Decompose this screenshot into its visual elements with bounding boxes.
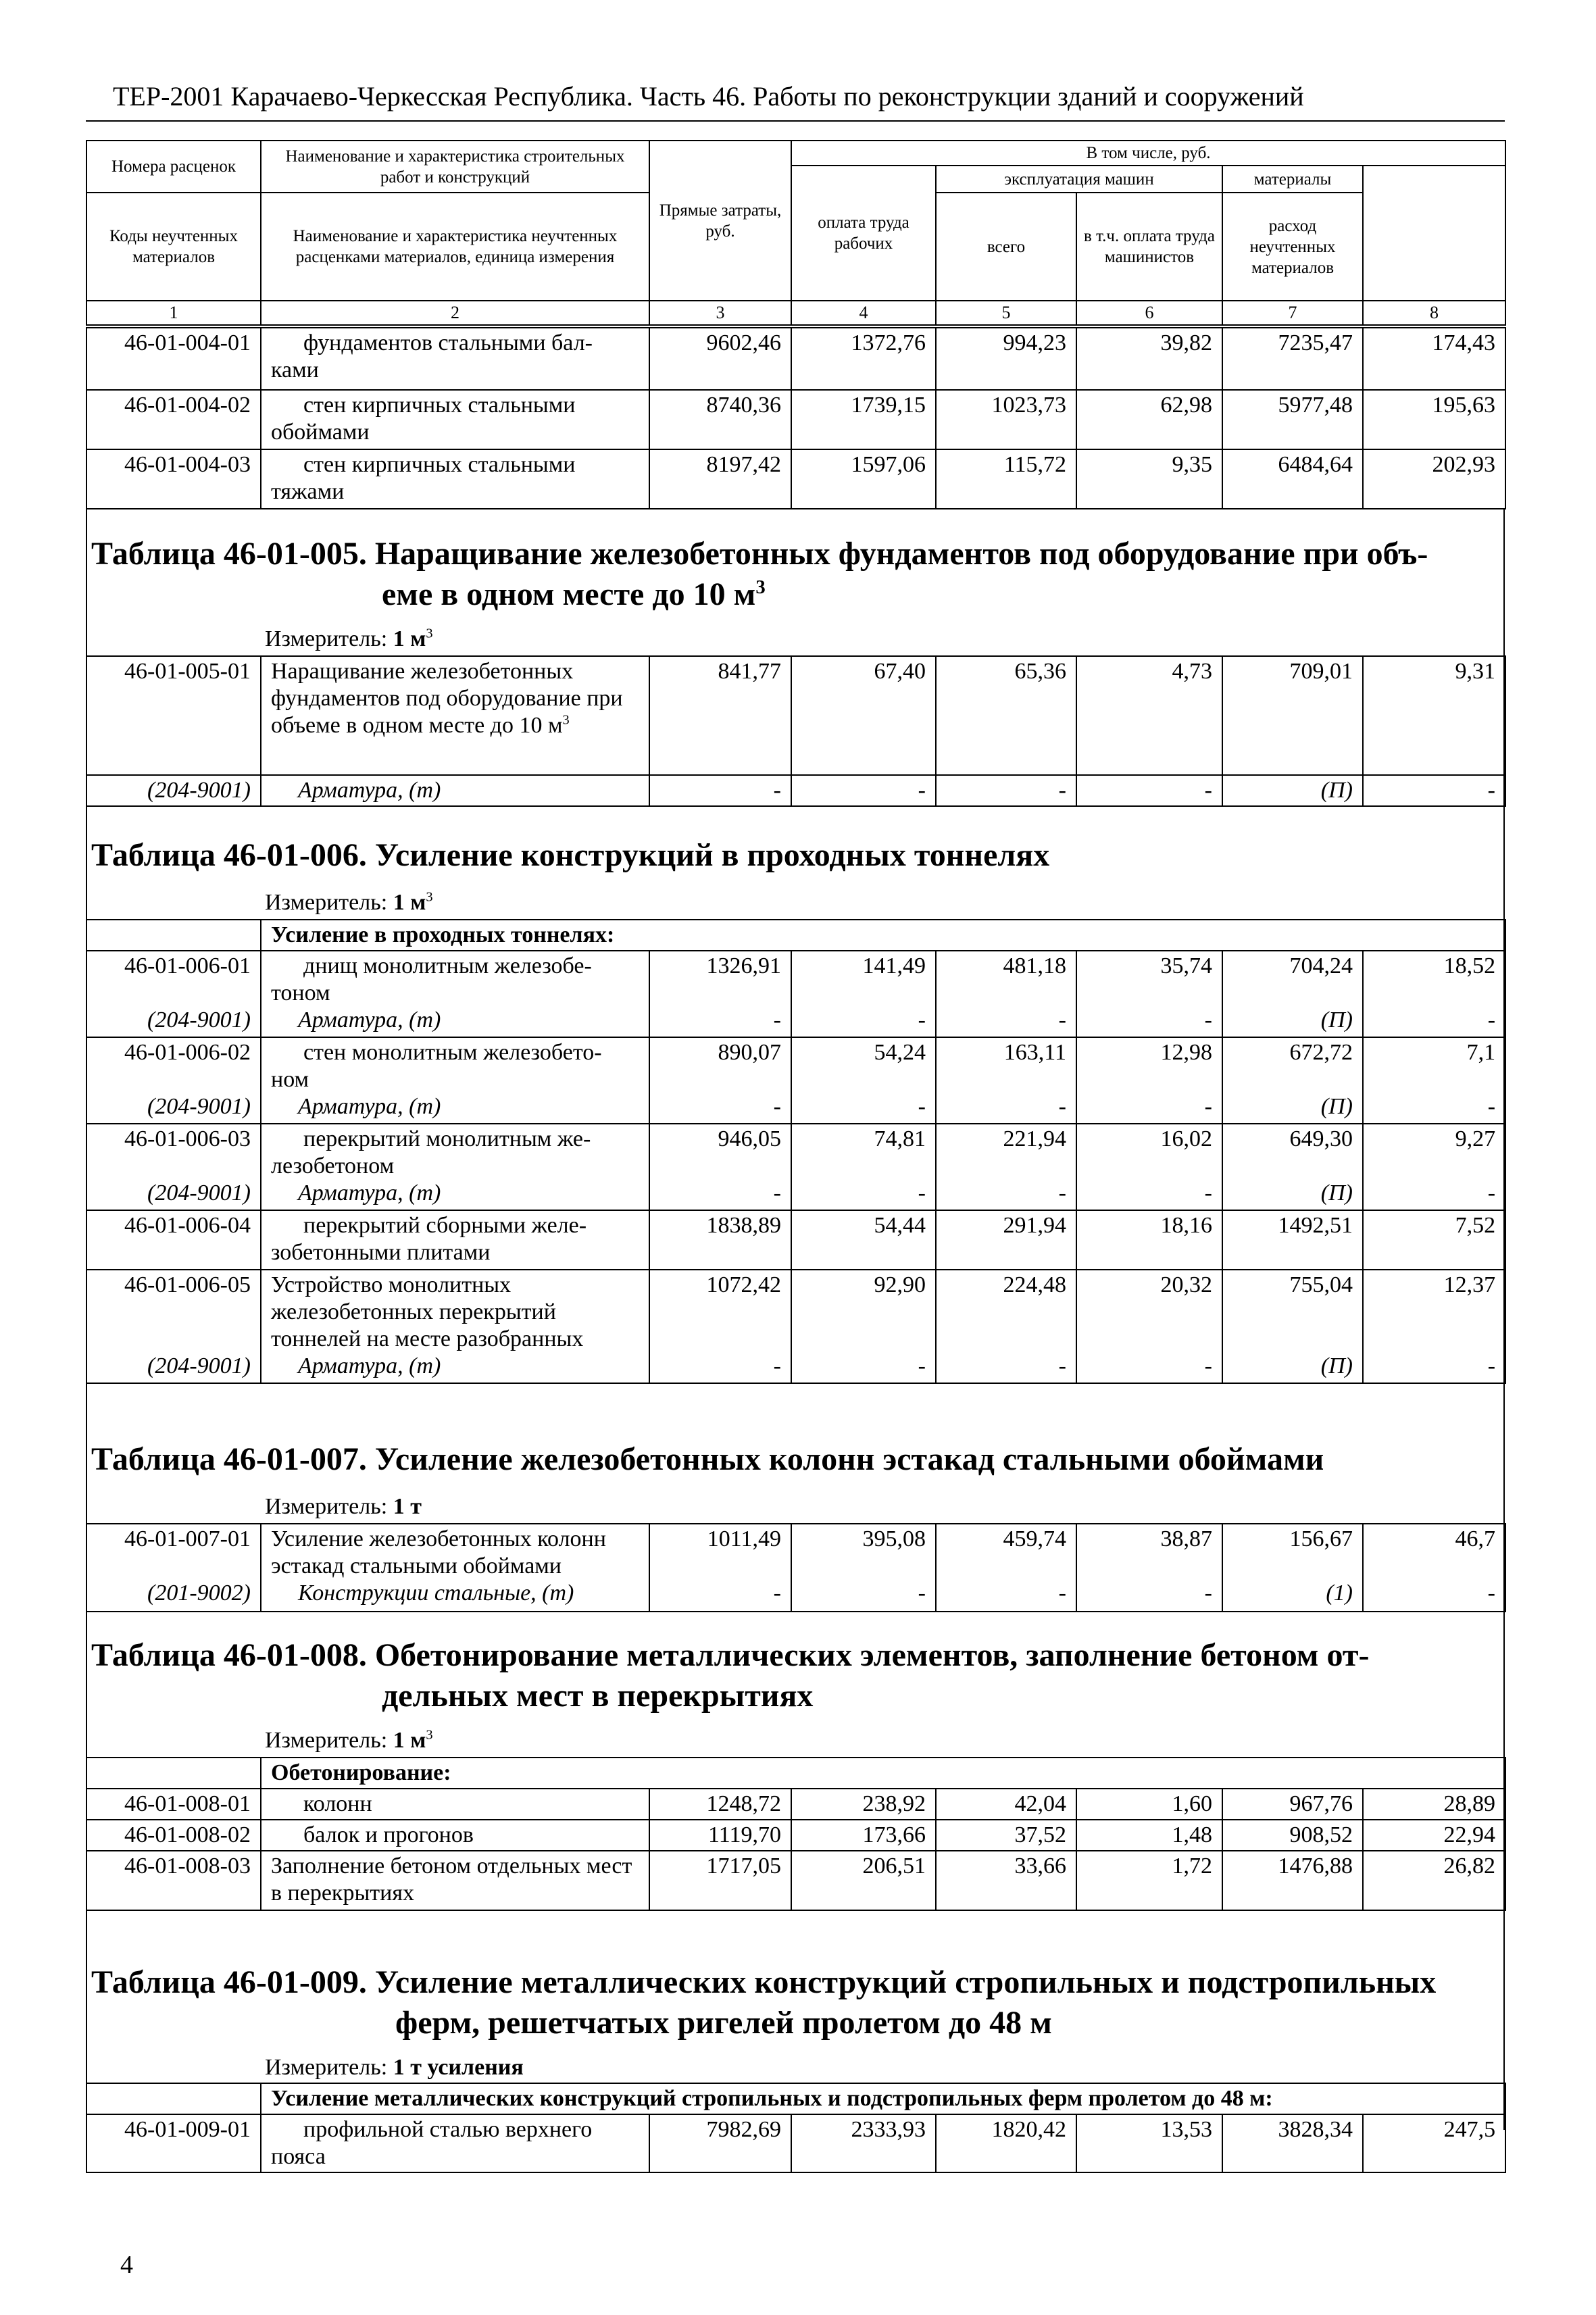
direct-costs: 9602,46: [649, 328, 791, 390]
wages: 92,90 -: [791, 1270, 936, 1383]
machine-total: 37,52: [936, 1820, 1076, 1851]
dash: -: [1076, 775, 1222, 806]
direct-costs: 841,77: [649, 656, 791, 775]
labor: 18,52 -: [1363, 951, 1505, 1037]
machine-total: 65,36: [936, 656, 1076, 775]
machine-total: 33,66: [936, 1851, 1076, 1910]
wages: 206,51: [791, 1851, 936, 1910]
machine-total: 221,94 -: [936, 1124, 1076, 1210]
table-row: [86, 951, 1505, 1037]
direct-costs: 946,05 -: [649, 1124, 791, 1210]
rate-code: 46-01-004-01: [86, 328, 261, 390]
material-name: Арматура, (т): [261, 775, 649, 806]
machine-wages: 18,16: [1076, 1210, 1222, 1270]
measure-unit: Измеритель: 1 $м^3$: [265, 1727, 433, 1753]
table-title: Таблица 46-01-008. Обетонирование металлических элементов, заполнение бетоном от- дельных мест в перекрытиях: [91, 1637, 1370, 1714]
rate-code: 46-01-004-02: [86, 390, 261, 449]
direct-costs: 8740,36: [649, 390, 791, 449]
rate-code: 46-01-006-01 (204-9001): [86, 951, 261, 1037]
machine-total: 163,11 -: [936, 1037, 1076, 1124]
materials: 1492,51: [1222, 1210, 1363, 1270]
col-number: 4: [791, 301, 936, 325]
section-heading: Усиление в проходных тоннелях:: [261, 920, 1505, 951]
machine-wages: 35,74 -: [1076, 951, 1222, 1037]
labor: 26,82: [1363, 1851, 1505, 1910]
machine-wages: 39,82: [1076, 328, 1222, 390]
rate-name: фундаментов стальными бал- ками: [261, 328, 649, 390]
wages: 395,08 -: [791, 1524, 936, 1612]
rate-name: Устройство монолитных железобетонных перекрытий тоннелей на месте разобранных Арматура, (т): [261, 1270, 649, 1383]
materials: 7235,47: [1222, 328, 1363, 390]
machine-wages: 38,87 -: [1076, 1524, 1222, 1612]
dash: -: [791, 775, 936, 806]
labor: 28,89: [1363, 1789, 1505, 1820]
machine-total: 42,04: [936, 1789, 1076, 1820]
rate-name: перекрытий монолитным же- лезобетоном Арматура, (т): [261, 1124, 649, 1210]
materials: 1476,88: [1222, 1851, 1363, 1910]
table-title: Таблица 46-01-009. Усиление металлических конструкций стропильных и подстропильных ферм, решетчатых ригелей пролетом до 48 м: [91, 1964, 1437, 2041]
section-row: [86, 1758, 1505, 1789]
col-direct-costs: Прямые затраты, руб.: [649, 141, 791, 301]
material-code: (204-9001): [86, 775, 261, 806]
labor: 12,37 -: [1363, 1270, 1505, 1383]
column-header-table: [86, 140, 1506, 326]
table-title: Таблица 46-01-007. Усиление железобетонных колонн эстакад стальными обоймами: [91, 1441, 1324, 1477]
rate-name: Усиление железобетонных колонн эстакад стальными обоймами Конструкции стальные, (т): [261, 1524, 649, 1612]
table-row: [86, 1820, 1505, 1851]
direct-costs: 1072,42 -: [649, 1270, 791, 1383]
machine-total: 291,94: [936, 1210, 1076, 1270]
col-number: 3: [649, 301, 791, 325]
rate-code: 46-01-009-01: [86, 2114, 261, 2172]
rate-name: стен кирпичных стальными обоймами: [261, 390, 649, 449]
labor: 7,1 -: [1363, 1037, 1505, 1124]
table-row: [86, 1270, 1505, 1383]
page-number: 4: [120, 2251, 133, 2279]
table-007: [86, 1523, 1506, 1612]
table-row: [86, 1037, 1505, 1124]
wages: 1739,15: [791, 390, 936, 449]
table-row: [86, 1851, 1505, 1910]
direct-costs: 890,07 -: [649, 1037, 791, 1124]
wages: 173,66: [791, 1820, 936, 1851]
col-material-codes: Коды неучтенных материалов: [86, 193, 261, 301]
materials: 3828,34: [1222, 2114, 1363, 2172]
table-title: Таблица 46-01-005. Наращивание железобетонных фундаментов под оборудование при объ- еме в одном месте до 10 $м^3$: [91, 536, 1428, 612]
wages: 74,81 -: [791, 1124, 936, 1210]
rate-name: профильной сталью верхнего пояса: [261, 2114, 649, 2172]
direct-costs: 1248,72: [649, 1789, 791, 1820]
col-machine-wages: в т.ч. оплата труда машинистов: [1076, 193, 1222, 301]
material-consumption: (П): [1222, 775, 1363, 806]
rate-code: 46-01-005-01: [86, 656, 261, 775]
table-title: Таблица 46-01-006. Усиление конструкций в проходных тоннелях: [91, 837, 1050, 873]
rate-name: стен кирпичных стальными тяжами: [261, 449, 649, 509]
rate-name: стен монолитным железобето- ном Арматура, (т): [261, 1037, 649, 1124]
dash: -: [1363, 775, 1505, 806]
wages: 238,92: [791, 1789, 936, 1820]
labor: 247,5: [1363, 2114, 1505, 2172]
col-rates-numbers: Номера расценок: [86, 141, 261, 193]
labor: 202,93: [1363, 449, 1505, 509]
direct-costs: 1011,49 -: [649, 1524, 791, 1612]
material-row: [86, 775, 1505, 806]
section-row: [86, 920, 1505, 951]
table-row: [86, 390, 1505, 449]
direct-costs: 1717,05: [649, 1851, 791, 1910]
col-materials-consumption: расход неучтенных материалов: [1222, 193, 1363, 301]
table-row: [86, 1124, 1505, 1210]
direct-costs: 8197,42: [649, 449, 791, 509]
table-row: [86, 1789, 1505, 1820]
labor: 174,43: [1363, 328, 1505, 390]
machine-wages: 1,48: [1076, 1820, 1222, 1851]
wages: 141,49 -: [791, 951, 936, 1037]
table-row: [86, 449, 1505, 509]
col-number: 5: [936, 301, 1076, 325]
col-number: 6: [1076, 301, 1222, 325]
measure-unit: Измеритель: 1 $м^3$: [265, 626, 433, 651]
section-heading: Обетонирование:: [261, 1758, 1505, 1789]
machine-total: 459,74 -: [936, 1524, 1076, 1612]
machine-total: 994,23: [936, 328, 1076, 390]
machine-total: 1023,73: [936, 390, 1076, 449]
col-including: В том числе, руб.: [791, 141, 1505, 166]
col-machine-total: всего: [936, 193, 1076, 301]
labor: 22,94: [1363, 1820, 1505, 1851]
table-004: [86, 327, 1506, 509]
machine-total: 481,18 -: [936, 951, 1076, 1037]
measure-unit: Измеритель: 1 т: [265, 1494, 422, 1519]
rate-code: 46-01-008-02: [86, 1820, 261, 1851]
section-heading: Усиление металлических конструкций стропильных и подстропильных ферм пролетом до 48 м:: [261, 2083, 1505, 2114]
wages: 2333,93: [791, 2114, 936, 2172]
direct-costs: 1326,91 -: [649, 951, 791, 1037]
machine-wages: 12,98 -: [1076, 1037, 1222, 1124]
rate-name: Наращивание железобетонных фундаментов под оборудование при объеме в одном месте до 10 $м^3$: [261, 656, 649, 775]
materials: 709,01: [1222, 656, 1363, 775]
materials: 649,30 (П): [1222, 1124, 1363, 1210]
col-number: 1: [86, 301, 261, 325]
rate-name: балок и прогонов: [261, 1820, 649, 1851]
labor: 9,31: [1363, 656, 1505, 775]
table-row: [86, 1210, 1505, 1270]
col-work-name: Наименование и характеристика строительных работ и конструкций: [261, 141, 649, 193]
wages: 54,24 -: [791, 1037, 936, 1124]
col-material-names: Наименование и характеристика неучтенных расценками материалов, единица измерения: [261, 193, 649, 301]
rate-code: 46-01-006-03 (204-9001): [86, 1124, 261, 1210]
materials: 5977,48: [1222, 390, 1363, 449]
machine-total: 224,48 -: [936, 1270, 1076, 1383]
rate-name: перекрытий сборными желе- зобетонными плитами: [261, 1210, 649, 1270]
col-wages: оплата труда рабочих: [791, 166, 936, 301]
header-rule: [86, 120, 1505, 122]
table-row: [86, 1524, 1505, 1612]
col-number: 7: [1222, 301, 1363, 325]
materials: 755,04 (П): [1222, 1270, 1363, 1383]
materials: 6484,64: [1222, 449, 1363, 509]
machine-wages: 62,98: [1076, 390, 1222, 449]
machine-total: 115,72: [936, 449, 1076, 509]
table-005: [86, 655, 1506, 807]
rate-code: 46-01-008-01: [86, 1789, 261, 1820]
machine-wages: 20,32 -: [1076, 1270, 1222, 1383]
col-number: 2: [261, 301, 649, 325]
dash: -: [649, 775, 791, 806]
table-row: [86, 2114, 1505, 2172]
table-009: [86, 2083, 1506, 2173]
table-008: [86, 1757, 1506, 1911]
rate-name: колонн: [261, 1789, 649, 1820]
labor: 195,63: [1363, 390, 1505, 449]
wages: 67,40: [791, 656, 936, 775]
rate-code: 46-01-008-03: [86, 1851, 261, 1910]
wages: 1597,06: [791, 449, 936, 509]
direct-costs: 1119,70: [649, 1820, 791, 1851]
machine-wages: 4,73: [1076, 656, 1222, 775]
machine-wages: 1,60: [1076, 1789, 1222, 1820]
rate-code: 46-01-006-05 (204-9001): [86, 1270, 261, 1383]
table-row: [86, 328, 1505, 390]
measure-unit: Измеритель: 1 т усиления: [265, 2055, 524, 2080]
col-machine-operation: эксплуатация машин: [936, 166, 1222, 193]
col-materials: материалы: [1222, 166, 1363, 193]
materials: 156,67 (1): [1222, 1524, 1363, 1612]
wages: 1372,76: [791, 328, 936, 390]
machine-wages: 13,53: [1076, 2114, 1222, 2172]
labor: 46,7 -: [1363, 1524, 1505, 1612]
rate-code: 46-01-006-02 (204-9001): [86, 1037, 261, 1124]
table-row: [86, 656, 1505, 775]
rate-name: днищ монолитным железобе- тоном Арматура, (т): [261, 951, 649, 1037]
rate-code: 46-01-006-04: [86, 1210, 261, 1270]
direct-costs: 1838,89: [649, 1210, 791, 1270]
section-row: [86, 2083, 1505, 2114]
machine-wages: 16,02 -: [1076, 1124, 1222, 1210]
labor: 9,27 -: [1363, 1124, 1505, 1210]
materials: 704,24 (П): [1222, 951, 1363, 1037]
direct-costs: 7982,69: [649, 2114, 791, 2172]
rate-code: 46-01-004-03: [86, 449, 261, 509]
rate-name: Заполнение бетоном отдельных мест в перекрытиях: [261, 1851, 649, 1910]
running-header: ТЕР-2001 Карачаево-Черкесская Республика. Часть 46. Работы по реконструкции зданий и сооружений: [113, 81, 1304, 111]
rate-code: 46-01-007-01 (201-9002): [86, 1524, 261, 1612]
measure-unit: Измеритель: 1 $м^3$: [265, 889, 433, 915]
materials: 908,52: [1222, 1820, 1363, 1851]
materials: 672,72 (П): [1222, 1037, 1363, 1124]
table-006: [86, 919, 1506, 1384]
wages: 54,44: [791, 1210, 936, 1270]
machine-wages: 9,35: [1076, 449, 1222, 509]
materials: 967,76: [1222, 1789, 1363, 1820]
col-number: 8: [1363, 301, 1505, 325]
machine-wages: 1,72: [1076, 1851, 1222, 1910]
labor: 7,52: [1363, 1210, 1505, 1270]
dash: -: [936, 775, 1076, 806]
machine-total: 1820,42: [936, 2114, 1076, 2172]
